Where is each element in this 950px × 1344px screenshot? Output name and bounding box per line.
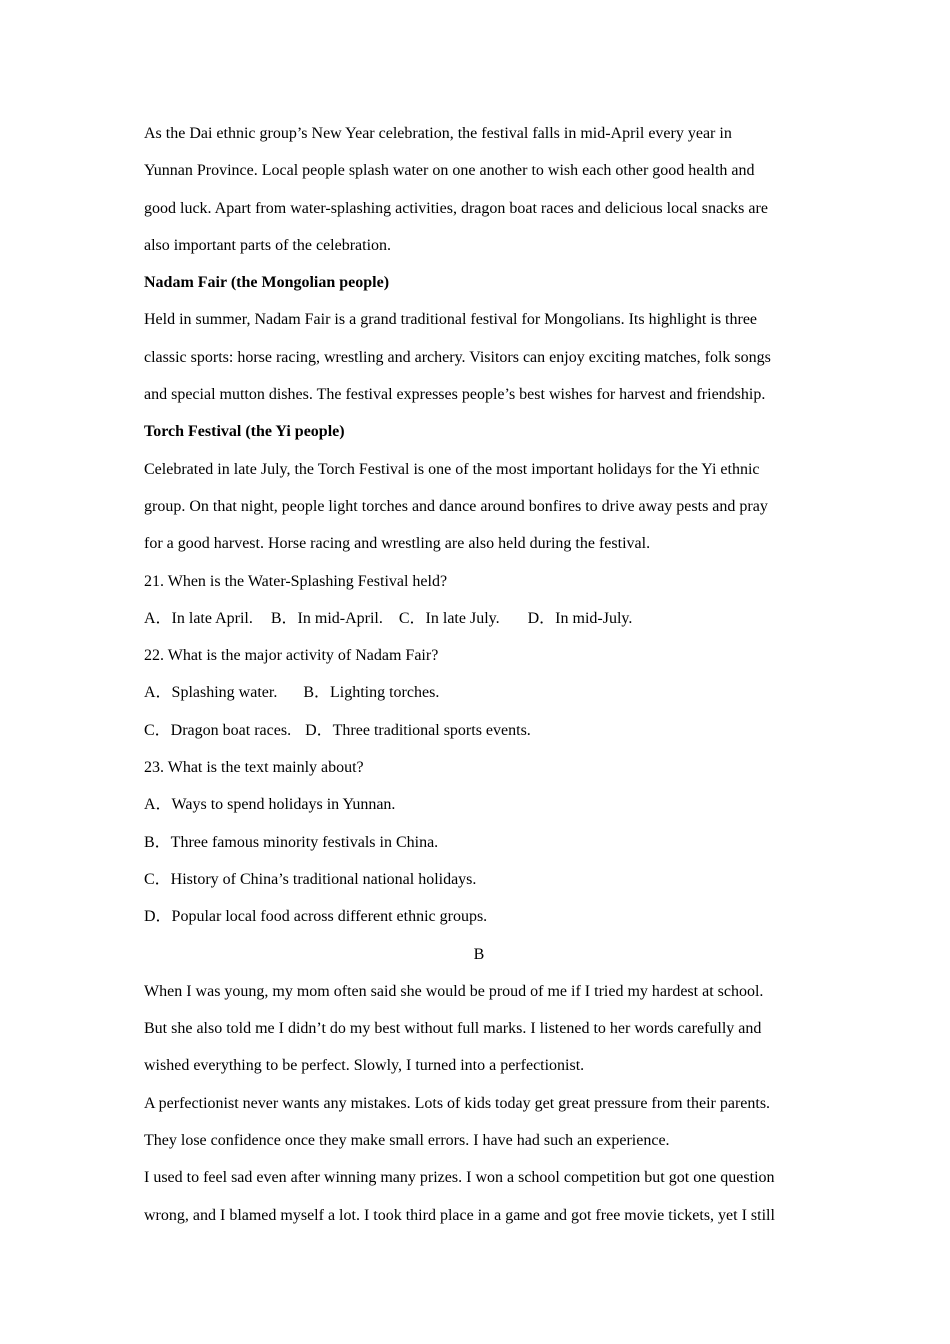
paragraph-line: wrong, and I blamed myself a lot. I took third place in a game and got free movie tickets, yet I still bbox=[144, 1206, 775, 1224]
option-a: A．Ways to spend holidays in Yunnan. bbox=[144, 796, 396, 814]
paragraph-line: good luck. Apart from water-splashing activities, dragon boat races and delicious local snacks are bbox=[144, 199, 768, 217]
nadam-paragraph bbox=[144, 301, 814, 413]
water-splashing-paragraph bbox=[144, 115, 814, 264]
option-d: D．Three traditional sports events. bbox=[305, 721, 531, 739]
options-row bbox=[144, 712, 814, 749]
option-a: A．In late April. bbox=[144, 609, 253, 627]
document-body bbox=[144, 115, 814, 1234]
option-c: C．History of China’s traditional national holidays. bbox=[144, 870, 477, 888]
paragraph-line: A perfectionist never wants any mistakes. Lots of kids today get great pressure from their parents. bbox=[144, 1094, 771, 1112]
option-d: D．Popular local food across different ethnic groups. bbox=[144, 908, 488, 926]
options-row bbox=[144, 600, 814, 637]
paragraph-line: I used to feel sad even after winning many prizes. I won a school competition but got one question bbox=[144, 1169, 775, 1187]
passage-b-paragraph-1 bbox=[144, 973, 814, 1085]
paragraph-line: also important parts of the celebration. bbox=[144, 236, 392, 254]
paragraph-line: As the Dai ethnic group’s New Year celebration, the festival falls in mid-April every year in bbox=[144, 125, 732, 142]
option-d: D．In mid-July. bbox=[527, 609, 633, 627]
passage-b-paragraph-2 bbox=[144, 1085, 814, 1160]
paragraph-line: for a good harvest. Horse racing and wrestling are also held during the festival. bbox=[144, 535, 651, 553]
paragraph-line: When I was young, my mom often said she would be proud of me if I tried my hardest at school. bbox=[144, 982, 764, 1000]
option-b: B．Three famous minority festivals in China. bbox=[144, 833, 439, 851]
question-stem: 22. What is the major activity of Nadam Fair? bbox=[144, 647, 439, 665]
option-a: A．Splashing water. bbox=[144, 684, 278, 702]
paragraph-line: But she also told me I didn’t do my best without full marks. I listened to her words carefully and bbox=[144, 1020, 762, 1038]
paragraph-line: and special mutton dishes. The festival expresses people’s best wishes for harvest and friendship. bbox=[144, 386, 766, 404]
torch-paragraph bbox=[144, 451, 814, 563]
options-row bbox=[144, 674, 814, 711]
question-stem: 21. When is the Water-Splashing Festival held? bbox=[144, 572, 448, 590]
question-stem: 23. What is the text mainly about? bbox=[144, 759, 364, 777]
section-b-heading: B bbox=[473, 945, 485, 963]
paragraph-line: They lose confidence once they make small errors. I have had such an experience. bbox=[144, 1132, 670, 1150]
paragraph-line: classic sports: horse racing, wrestling and archery. Visitors can enjoy exciting matches, folk songs bbox=[144, 348, 771, 366]
paragraph-line: group. On that night, people light torches and dance around bonfires to drive away pests and pray bbox=[144, 497, 768, 515]
option-c: C．Dragon boat races. bbox=[144, 721, 292, 739]
paragraph-line: wished everything to be perfect. Slowly, I turned into a perfectionist. bbox=[144, 1057, 585, 1075]
option-b: B．In mid-April. bbox=[270, 609, 383, 627]
paragraph-line: Held in summer, Nadam Fair is a grand traditional festival for Mongolians. Its highlight is three bbox=[144, 311, 758, 329]
nadam-heading: Nadam Fair (the Mongolian people) bbox=[144, 274, 390, 292]
option-c: C．In late July. bbox=[398, 609, 500, 627]
question-22 bbox=[144, 637, 814, 749]
passage-b-paragraph-3 bbox=[144, 1159, 814, 1234]
option-b: B．Lighting torches. bbox=[303, 684, 440, 702]
question-23 bbox=[144, 749, 814, 935]
torch-heading: Torch Festival (the Yi people) bbox=[144, 423, 345, 441]
question-21 bbox=[144, 563, 814, 638]
paragraph-line: Yunnan Province. Local people splash water on one another to wish each other good health and bbox=[144, 162, 755, 180]
paragraph-line: Celebrated in late July, the Torch Festival is one of the most important holidays for the Yi ethnic bbox=[144, 460, 760, 478]
